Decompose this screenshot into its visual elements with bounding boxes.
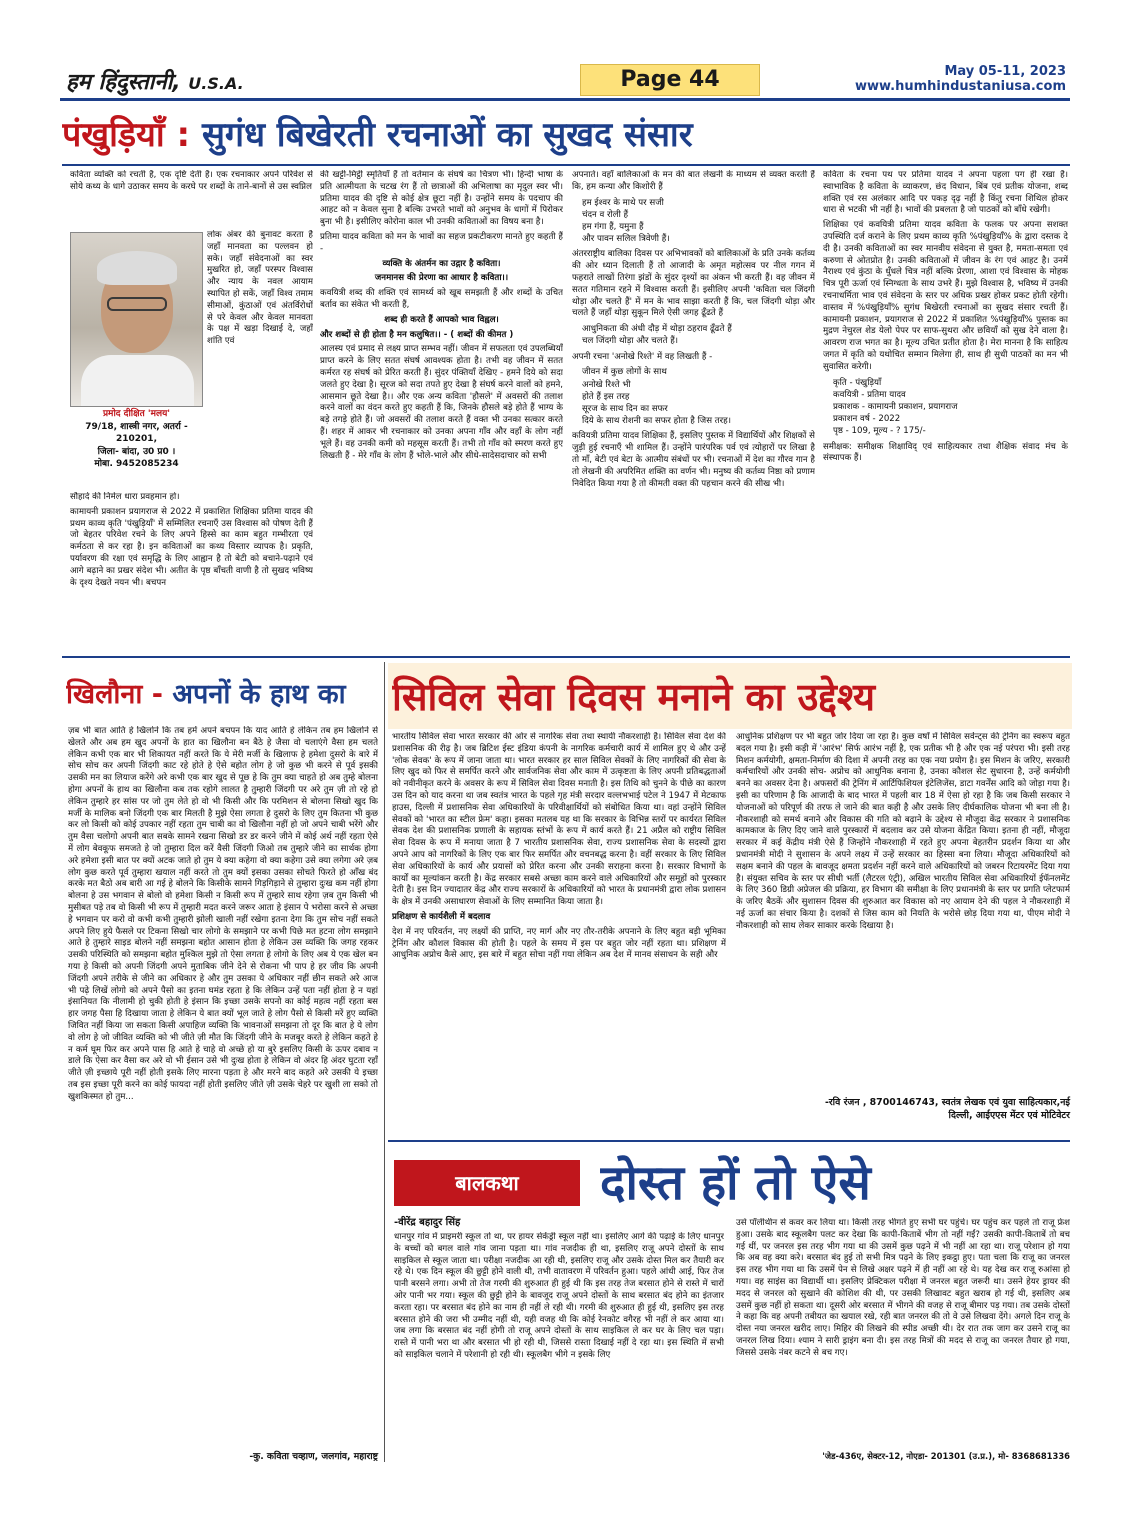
book-details [823, 377, 1068, 438]
poem-line: चंदन व रोली हैं [582, 209, 629, 220]
book-detail: पृष्ठ - 109, मूल्य - ? 175/- [833, 426, 926, 437]
article1-paragraph: कविता के रचना पथ पर प्रतिमा यादव ने अपना पहला पग ही रखा है। स्वाभाविक है कविता के व्याकरण, छंद विधान, बिंब एवं प्रतीक योजना, शब्द शक्ति एवं रस अलंकार आदि पर पकड़ दृढ़ नहीं है किंतु रचना शिथिल होकर धारा से भटकी भी नहीं है। भावों की प्रबलता है जो पाठकों को बाँधे रखेगी। [823, 170, 1068, 216]
article1-paragraph: अपनी रचना 'अनोखे रिश्ते' में वह लिखती हैं - [572, 351, 713, 362]
article1-paragraph: लोक अंबर की बुनावट करता है जहाँ मानवता का पल्लवन हो सके। जहाँ संवेदनाओं का स्वर मुखरित हो, जहाँ परस्पर विश्वास और न्याय के नवल आयाम स्थापित हो सकें, जहाँ विश्व तमाम सीमाओं, कुंठाओं एवं अंतर्विरोधों से परे केवल और केवल मानवता के पक्ष में खड़ा दिखाई दे, जहाँ शांति एवं [207, 230, 313, 347]
book-detail: कृति - पंखुड़ियाँ [833, 377, 882, 388]
article3-byline-line1: -रवि रंजन , 8700146743, स्वतंत्र लेखक एवं युवा साहित्यकार,नई [824, 1097, 1070, 1108]
article2-title-b: अपनों के हाथ का [172, 679, 346, 710]
article1-col3 [572, 170, 815, 652]
reviewer-note: समीक्षक: समीक्षक शिक्षाविद् एवं साहित्यकार तथा शैक्षिक संवाद मंच के संस्थापक हैं। [823, 441, 1068, 464]
article3-paragraph: देश में नए परिवर्तन, नए लक्ष्यों की प्राप्ति, नए मार्ग और नए तौर-तरीके अपनाने के लिए बहुत बड़ी भूमिका ट्रेनिंग और कौशल विकास की होती है। पहले के समय में इस पर बहुत जोर नहीं रहता था। प्रशिक्षण में आधुनिक अप्रोच कैसे आए, इस बारे में बहुत सोचा नहीं गया लेकिन अब देश में मानव संसाधन के सही और [392, 926, 726, 961]
poem-line: अनोखे रिश्ते भी [582, 379, 631, 390]
article1-col4 [823, 170, 1068, 652]
article2-title-a: खिलौना - [66, 679, 163, 710]
website-url: www.humhindustaniusa.com [854, 79, 1066, 94]
book-detail: कवयित्री - प्रतिमा यादव [833, 389, 906, 400]
book-detail: प्रकाशन वर्ष - 2022 [833, 414, 901, 425]
article1-quote: और शब्दों से ही होता है मन कलुषित।। - ( शब्दों की कीमत ) [320, 329, 514, 340]
masthead-meta [855, 64, 1066, 94]
story-category-tag: बालकथा [394, 1160, 580, 1206]
book-detail: प्रकाशक - कामायनी प्रकाशन, प्रयागराज [833, 401, 958, 412]
article1-paragraph: अंतरराष्ट्रीय बालिका दिवस पर अभिभावकों को बालिकाओं के प्रति उनके कर्तव्य की ओर ध्यान दिलाती हैं तो आजादी के अमृत महोत्सव पर नील गगन में फहराते लाखों तिरंगा झंडों के सुंदर दृश्यों का अंकन भी करती हैं। वह जीवन में सतत गतिमान रहने में विश्वास करती हैं। इसीलिए अपनी 'कविता चल जिंदगी थोड़ा और चलते हैं' में मन के भाव साझा करती हैं कि, चल जिंदगी थोड़ा और चलते हैं जहाँ थोड़ा सुकून मिले ऐसी जगह ढूँढते हैं [572, 249, 815, 319]
article1-poem [572, 323, 815, 347]
article4-col1 [394, 1232, 724, 1464]
article1-col2 [320, 170, 563, 652]
article3-paragraph: आधुनिक प्रशिक्षण पर भी बहुत जोर दिया जा रहा है। कुछ वर्षों में सिविल सर्वेन्ट्स की ट्रेनिंग का स्वरूप बहुत बदल गया है। इसी कड़ी में 'आरंभ' सिर्फ आरंभ नहीं है, एक प्रतीक भी है और एक नई परंपरा भी। इसी तरह मिशन कर्मयोगी, क्षमता-निर्माण की दिशा में अपनी तरह का एक नया प्रयोग है। इस मिशन के जरिए, सरकारी कर्मचारियों और उनकी सोच- अप्रोच को आधुनिक बनाना है, उनका कौशल सेट सुधारना है, उन्हें कर्मयोगी बनने का अवसर देना है। अफसरों की ट्रेनिंग में आर्टिफिशियल इंटेलिजेंस, डाटा गवर्नेंस आदि को जोड़ा गया है। इसी का परिणाम है कि आजादी के बाद भारत में पहली बार 18 में ऐसा हो रहा है कि जब किसी सरकार ने योजनाओं को परिपूर्ण की तरफ ले जाने की बात कही है और उसके लिए दीर्घकालिक योजना भी बना ली है। नौकरशाही को समर्थ बनाने और विकास की गति को बढ़ाने के उद्देश्य से मौजूदा केंद्र सरकार ने प्रशासनिक कामकाज के लिए दिए जाने वाले पुरस्कारों में बदलाव कर उसे योजना केंद्रित किया। इतना ही नहीं, मौजूदा सरकार में कई केंद्रीय मंत्री ऐसे हैं जिन्होंने नौकरशाही में रहते हुए अपना बेहतरीन प्रदर्शन किया था और प्रधानमंत्री मोदी ने सुशासन के अपने लक्ष्य में उन्हें सरकार का हिस्सा बना लिया। मौजूदा अधिकारियों को सक्षम बनाने की पहल के बावजूद क्षमता प्रदर्शन नहीं करने वाले अधिकारियों को जबरन रिटायरमेंट दिया गया है। संयुक्त सचिव के स्तर पर सीधी भर्ती (लैटरल एंट्री), अखिल भारतीय सिविल सेवा अधिकारियों ईफॅनलमेंट के लिए 360 डिग्री अप्रेजल की प्रक्रिया, हर विभाग की समीक्षा के लिए प्रधानमंत्री के स्तर पर प्रगति प्लेटफार्म के जरिए बैठकें और सुशासन दिवस की शुरुआत कर विकास को नए आयाम देने की पहल ने नौकरशाही में नई ऊर्जा का संचार किया है। दशकों से जिस काम को नियति के भरोसे छोड़ दिया गया था, पीएम मोदी ने नौकरशाही को साथ लेकर साकार करके दिखाया है। [736, 732, 1070, 931]
article1-col1-wrap [207, 230, 313, 492]
article2-body [68, 726, 378, 1448]
author-address-1: 79/18, शास्त्री नगर, अतर्रा - [85, 421, 188, 432]
article3-subhead: प्रशिक्षण से कार्यशैली में बदलाव [392, 911, 491, 922]
masthead-rule [60, 98, 1070, 101]
poem-line: और पावन सलिल त्रिवेणी हैं। [582, 234, 670, 245]
article4-headline: दोस्त हों तो ऐसे [600, 1155, 871, 1211]
article1-paragraph: शिक्षिका एवं कवयित्री प्रतिमा यादव कविता के फलक पर अपना सशक्त उपस्थिति दर्ज कराने के लिए प्रथम काव्य कृति %पंखुड़ियाँ% के द्वारा दस्तक दे दी है। उनकी कविताओं का स्वर मानवीय संवेदना से युक्त है, ममता-समता एवं करुणा से ओतप्रोत है। उनकी कविताओं में जीवन के रंग एवं आहट है। उनमें नैराश्य एवं कुंठा के धुँधले चित्र नहीं बल्कि प्रेरणा, आशा एवं विश्वास के मोहक चित्र पूरी ऊर्जा एवं स्निग्धता के साथ उभरे हैं। मुझे विश्वास है, भविष्य में उनकी रचनाधर्मिता भाव एवं संवेदना के स्तर पर अधिक प्रखर होकर प्रकट होती रहेगी। वास्तव में %पंखुड़ियाँ% सुगंध बिखेरती रचनाओं का सुखद संसार रचती हैं। कामायनी प्रकाशन, प्रयागराज से 2022 में प्रकाशित %पंखुड़ियाँ% पुस्तक का मुद्रण नेचुरल शेड येलो पेपर पर साफ-सुथरा और छवियाँ को सुख देने वाला है। आवरण राज भगत का है। मूल्य उचित प्रतीत होता है। मेरा मानना है कि साहित्य जगत में कृति को यथोचित सम्मान मिलेगा ही, साथ ही सुधी पाठकों का मन भी सुवासित करेगी। [823, 220, 1068, 372]
author-name: प्रमोद दीक्षित 'मलय' [102, 409, 171, 419]
article1-paragraph: कविता व्यक्ति को रचती है, एक दृष्टि देती है। एक रचनाकार अपने परिवेश से सोये कथ्य के धागे उठाकर समय के करघे पर शब्दों के ताने-बानों से उस स्वप्निल [70, 170, 313, 192]
author-phone: मोबा. 9452085234 [94, 459, 179, 469]
photo-hair [97, 251, 177, 285]
author-photo [70, 232, 203, 407]
article1-title-b: सुगंध बिखेरती रचनाओं का सुखद संसार [201, 115, 693, 155]
article4-address: 'जेड-436ए, सेक्टर-12, नोएडा- 201301 (उ.प्र.), मो- 8368681336 [822, 1451, 1070, 1461]
article1-top-rule [62, 164, 1070, 166]
photo-glasses [107, 297, 167, 311]
article1-paragraph: कवयित्री शब्द की शक्ति एवं सामर्थ्य को खूब समझती हैं और शब्दों के उचित बर्ताव का संकेत भी करती हैं, [320, 288, 563, 310]
article3-headline: सिविल सेवा दिवस मनाने का उद्देश्य [392, 675, 876, 719]
masthead-brand [66, 66, 244, 96]
article3-paragraph: भारतीय सिविल सेवा भारत सरकार की ओर से नागरिक सेवा तथा स्थायी नौकरशाही है। सिविल सेवा देश की प्रशासनिक की रीढ़ है। जब ब्रिटिश ईस्ट इंडिया कंपनी के नागरिक कर्मचारी कार्य में शामिल हुए थे और उन्हें 'लोक सेवक' के रूप में जाना जाता था। भारत सरकार हर साल सिविल सेवकों के लिए नागरिकों की सेवा के लिए खुद को फिर से समर्पित करने और सार्वजनिक सेवा और काम में उत्कृष्टता के लिए अपनी प्रतिबद्धताओं को नवीनीकृत करने के अवसर के रूप में सिविल सेवा दिवस मनाती है। इस तिथि को चुनने के पीछे का कारण उस दिन को याद करना था जब स्वतंत्र भारत के पहले गृह मंत्री सरदार वल्लभभाई पटेल ने 1947 में मेटकाफ हाउस, दिल्ली में प्रशासनिक सेवा अधिकारियों के परिवीक्षार्थियों को संबोधित किया था। वहां उन्होंने सिविल सेवकों को 'भारत का स्टील फ्रेम' कहा। इसका मतलब यह था कि सरकार के विभिन्न स्तरों पर कार्यरत सिविल सेवक देश की प्रशासनिक प्रणाली के सहायक स्तंभों के रूप में कार्य करते हैं। 21 अप्रैल को राष्ट्रीय सिविल सेवा दिवस के रूप में मनाया जाता है 7 भारतीय प्रशासनिक सेवा, राज्य प्रशासनिक सेवा के सदस्यों द्वारा अपने आप को नागरिकों के लिए एक बार फिर समर्पित और वचनबद्ध करना है। वहीं सरकार के लिए सिविल सेवा अधिकारियों के कार्य और प्रयासों को प्रेरित करना और उनकी सराहना करना है। सरकार विभागों के कार्यों का मूल्यांकन करती है। केंद्र सरकार सबसे अच्छा काम करने वाले अधिकारियों और समूहों को पुरस्कार देती है। इस दिन ज्यादातर केंद्र और राज्य सरकारों के अधिकारियों को भारत के प्रधानमंत्री द्वारा लोक प्रशासन के क्षेत्र में उनकी असाधारण सेवाओं के लिए सम्मानित किया जाता है। [392, 732, 726, 908]
article1-paragraph: प्रतिमा यादव कविता को मन के भावों का सहज प्रकटीकरण मानते हुए कहती हैं - [320, 231, 563, 254]
poem-line: चल जिंदगी थोड़ा और चलते हैं। [582, 336, 679, 347]
article4-col2 [736, 1218, 1070, 1448]
article1-quote: व्यक्ति के अंतर्मन का उद्गार है कविता। [382, 258, 501, 269]
article3-byline [736, 1096, 1070, 1122]
article2-byline: -कु. कविता चव्हाण, जलगांव, महाराष्ट्र [249, 1451, 378, 1462]
article1-paragraph: की खट्टी-मिट्ठी स्मृतियाँ हैं तो वर्तमान के संघर्ष का चित्रण भी। हिन्दी भाषा के प्रति आत्मीयता के चटख रंग हैं तो छात्राओं की अभिलाषा का मृदुल स्वर भी। प्रतिमा यादव की दृष्टि से कोई क्षेत्र छूटा नहीं है। उन्होंने समय के पदचाप की आहट को न केवल सुना है बल्कि उभरते भावों को अनुभव के धागों में पिरोकर बुना भी है। इसीलिए कोरोना काल भी उनकी कविताओं का विषय बना है। [320, 170, 563, 228]
article2-paragraph: ज़ब भी बात आति हे खिलोने कि तब हमें अपने बचपन कि याद आति हे लेकिन तब हम खिलोने से खेलते और अब हम खुद अपनों के हात का खिलौना बन बैठे हे जैसा वो चलाएंगे वैसा हम चलते लेकिन कभी एक बार भी शिकायत नहीं करते कि ये मेरी मर्जी के खिलाफ हे हमेशा दुसरो के बारे में सोच सोच कर अपनी जिंदगी काट रहे होते हे ऐसे बहोत लोग हे जो कुछ भी करने से पूर्व इसकी उसकी मन का लियाज करेंगे अरे कभी एक बार खुद से पूछ हे कि तुम क्या चाहते हो अब तुम्हे बोलना होगा अपनों के हाथ का खिलौना कब तक रहोगे लालत है तुम्हारी जिंदगी पर अरे तुम ज़ी तो रहे हो लेकिन तुम्हारे हर सांस पर जो तुम लेते हो वो भी किसी और कि परमिशन से बोलना सिखो खुद कि मर्जी के मालिक बनो जिंदगी एक बार मिलती है मुझे ऐसा लगता हे दुसरो के लिए तुम कितना भी कुछ कर लो किसी को कोई उपकार नहीं रहता तुम चाबी का वो खिलौना नहीं हो जो अपने चाबी भरेंगे और तुम वैसा चलोगो अपनी बात सबके सामने रखना सिखो डर डर करने जीने में कोई अर्थ नहीं रहता ऐसे में लोग बेवकूफ समजते हे जो तुम्हारा दिल करें वैसी जिंदगी जिओ तब तुम्हारे जीने का सार्थक होगा अरे हमेशा इसी बात पर क्यों अटक जाते हो तुम ये क्या कहेगा वो क्या कहेगा उसे क्या लगेगा अरे ज़ब लोग कुछ करते पूर्व तुम्हारा खयाल नहीं करते तो तुम क्यों इसका उसका सोचते फिरते हो आँख बंद करके मत बैठो अब बारी आ गई हे बोलने कि किसीके सामने गिड़गिड़ाने से तुम्हारा दुःख कम नहीं होगा बोलना हे उस भगवान से बोलो वो हमेशा किसी न किसी रूप में तुम्हारे साथ रहेगा ज़ब तुम किसी भी मुसीबत पड़े तब वो किसी भी रूप में तुम्हारी मदत करने जरूर आता हे इंसान पे भरोसा करने से अच्छा हे भगवान पर करो वो कभी कभी तुम्हारी झोली खाली नहीं रखेगा इतना देगा कि तुम सोच नहीं सकते अपने लिए हुये फैसले पर टिकना सिखो चार लोगो के समझाने पर कभी पिछे मत हटना लोग समझाने आते हे तुम्हारे साइड बोलने नहीं समझना बहोत आसान होता हे लेकिन उस व्यक्ति कि जगह रहकर उसकी परिस्थिति को समझना बहोत मुश्किल मुझे तो ऐसा लगता हे लोगो के लिए अब ये एक खेल बन गया हे किसी को अपनी जिंदगी अपने मुताबिक जीने देने से रोकना भी पाप हे हर जीव कि अपनी जिंदगी अपने तरीके से जीने का अधिकार हे और तुम उसका ये अधिकार नहीं छीन सकते अरे आज भी पढ़े लिखें लोगो को अपने पैसो का इतना घमंड रहता हे कि लेकिन उन्हें पता नहीं होता हे न यहां इंसानियत कि नीलामी हो चुकी होती हे इंसान कि इच्छा उसके सपनो का कोई महत्व नहीं रहता बस हार जगह पैसा हि दिखाया जाता हे लेकिन ये बात क्यों भूल जाते हे लोग पैसो से किसी मरें हुए व्यक्ति जिवित नहीं किया जा सकता किसी अपाहिज व्यक्ति कि भावनाओं समझना तो दूर कि बात हे ये लोग वो लोग हे जो जीवित व्यक्ति को भी जीते ज़ी मौत कि जिंदगी जीने के मजबूर करते हे लेकिन कहते हे न कर्म घूम फिर कर अपने पास हि आते हे चाहे वो अच्छे हो या बुरे इसलिए किसी के ऊपर दबाव न डाले कि ऐसा कर वैसा कर अरे वो भी ईसान उसे भी दुःख होता हे लेकिन वो अंदर हि अंदर घुटता रहाँ जीते ज़ी इच्छाये पूरी नहीं होती इसके लिए मारना पड़ता हे और मरने बाद कहते अरे उसकी ये इच्छा तब इस इच्छा पूरी करने का कोई फायदा नहीं होती इसलिए जीते ज़ी उसके चेहरे पर खुशी ला सको तो खुशकिस्मत हो तुम... [68, 726, 378, 1102]
article1-title-a: पंखुड़ियाँ : [62, 115, 191, 155]
column-divider [384, 662, 385, 1462]
article1-paragraph: सौहार्द की निर्मल धारा प्रवहमान हो। [70, 492, 180, 502]
article1-quote: शब्द ही करते हैं आपको भाव विह्वल। [384, 314, 499, 325]
author-caption [70, 408, 203, 476]
brand-suffix: U.S.A. [188, 74, 244, 93]
brand-name: हम हिंदुस्तानी, [66, 70, 181, 95]
photo-shirt [81, 355, 194, 407]
masthead [60, 64, 1070, 98]
article1-paragraph: कामायनी प्रकाशन प्रयागराज से 2022 में प्रकाशित शिक्षिका प्रतिमा यादव की प्रथम काव्य कृति 'पंखुड़ियाँ' में सम्मिलित रचनाएँ उस विश्वास को पोषण देती हैं जो बेहतर परिवेश रचने के लिए अपने हिस्से का काम बहुत गम्भीरता एवं कर्मठता से कर रहा है। इन कविताओं का कथ्य विस्तार व्यापक है। प्रकृति, पर्यावरण की रक्षा एवं समृद्धि के लिए आह्वान है तो बेटी को बचाने-पढ़ाने एवं आगे बढ़ाने का प्रखर संदेश भी। अतीत के पृष्ठ बाँचती वाणी है तो सुखद भविष्य के दृश्य देखते नयन भी। बचपन [70, 506, 313, 588]
article3-col1 [392, 732, 726, 1130]
page-number: Page 44 [580, 64, 760, 96]
article3-bottom-rule [388, 1140, 1070, 1142]
article1-paragraph: आलस्य एवं प्रमाद से लक्ष्य प्राप्त सम्भव नहीं। जीवन में सफलता एवं उपलब्धियाँ प्राप्त करने के लिए सतत संघर्ष आवश्यक होता है। तभी वह जीवन में सतत कर्मरत रह संघर्ष को प्रेरित करती हैं। सुंदर पंक्तियाँ देखिए - हमने दिये को सदा जलते हुए देखा है। सूरज को सदा तपते हुए देखा है संघर्ष करने वालों को हमने, आसमान छूते देखा है।। और एक अन्य कविता 'हौसले' में अवसरों की तलाश करने वालों का वंदन करते हुए कहती हैं कि, जिनके हौसले बड़े होते हैं भाग्य के बड़े तगड़े होते हैं। जो अवसरों की तलाश करते हैं वक्त भी उनका सत्कार करते हैं। शहर में आकर भी रचनाकार को उनका अपना गाँव और वहाँ के लोग नहीं भूले हैं। वह उनकी कमी को महसूस करती हैं। तभी तो गाँव को स्मरण करते हुए लिखती हैं - मेरे गाँव के लोग हैं भोले-भाले और सीधे-सादेसदाचार को सभी [320, 344, 563, 461]
poem-line: हम ईश्वर के माथे पर सजी [582, 197, 664, 208]
article1-col1-intro [70, 170, 313, 226]
poem-line: होते हैं इस तरह [582, 391, 630, 402]
author-address-2: 210201, [116, 434, 157, 444]
article1-paragraph: अपनाते। वहाँ बालिकाओं के मन की बात लेखनी के माध्यम से व्यक्त करती हैं कि, हम कन्या और किशोरी हैं [572, 170, 815, 192]
article3-byline-line2: दिल्ली, आईएएस मेंटर एवं मोटिवेटर [948, 1110, 1070, 1121]
article4-author: -वीरेंद्र बहादुर सिंह [394, 1217, 461, 1228]
article1-headline [62, 108, 1070, 162]
article1-quote: जनमानस की प्रेरणा का आधार है कविता।। [374, 273, 509, 284]
article1-bottom-rule [62, 656, 1070, 658]
article3-col2 [736, 732, 1070, 1094]
author-address-3: जिला- बांदा, उ0 प्र0 । [97, 446, 176, 457]
article1-col1-rest [70, 492, 313, 650]
poem-line: सूरज के साथ दिन का सफर [582, 404, 668, 414]
poem-line: हम गंगा हैं, यमुना हैं [582, 222, 644, 232]
poem-line: जीवन में कुछ लोगों के साथ [582, 367, 667, 378]
article1-poem [572, 197, 815, 246]
article2-headline [66, 672, 386, 718]
article4-paragraph: उसे पॉलीथीन से कवर कर लिया था। किसी तरह भीगते हुए सभी घर पहुंचे। घर पहुंच कर पहले तो राजू फ्रेश हुआ। उसके बाद स्कूलबैग पलट कर देखा कि कापी-किताबें भीग तो नहीं गईं? उसकी कापी-किताबें तो बच गई थीं, पर जनरल इस तरह भीग गया था की उसमें कुछ पढ़ने में भी नहीं आ रहा था। राजू परेशान हो गया कि अब वह क्या करे। बरसात बंद हुई तो सभी मित्र पढ़ने के लिए इकट्ठा हुए। पता चला कि राजू का जनरल इस तरह भीग गया था कि उसमें पेन से लिखे अक्षर पढ़ने में ही नहीं आ रहे थे। यह देख कर राजू रुआंसा हो गया। वह साइंस का विद्यार्थी था। इसलिए प्रेक्टिकल परीक्षा में जनरल बहुत जरूरी था। उसने हेयर ड्रायर की मदद से जनरल को सुखाने की कोशिश की थी, पर उसकी लिखावट बहुत खराब हो गई थी, इसलिए अब उसमें कुछ नहीं हो सकता था। दूसरी ओर बरसात में भीगने की वजह से राजू बीमार पड़ गया। तब उसके दोस्तों ने कहा कि वह अपनी तबीयत का खयाल रखे, रही बात जनरल की तो वे उसे लिखवा देंगे। अगले दिन राजू के दोस्त नया जनरल खरीद लाए। मिहिर की लिखने की स्पीड अच्छी थी। देर रात तक जाग कर उसने राजू का जनरल लिख दिया। श्याम ने सारी ड्राइंग बना दी। इस तरह मित्रों की मदद से राजू का जनरल तैयार हो गया, जिससे उसके नंबर कटने से बच गए। [736, 1218, 1070, 1358]
article4-paragraph: धानपुर गांव में प्राइमरी स्कूल तो था, पर हायर सेकेंड्री स्कूल नहीं था। इसलिए आगे की पढ़ाई के लिए धानपुर के बच्चों को बगल वाले गांव जाना पड़ता था। गांव नजदीक ही था, इसलिए राजू अपने दोस्तों के साथ साइकिल से स्कूल जाता था। परीक्षा नजदीक आ रही थी, इसलिए राजू और उसके दोस्त मिल कर तैयारी कर रहे थे। एक दिन स्कूल की छुट्टी होने वाली थी, तभी वातावरण में परिवर्तन हुआ। पहले आंधी आई, फिर तेज पानी बरसने लगा। अभी तो तेज गरमी की शुरुआत ही हुई थी कि इस तरह तेज बरसात होने से रास्ते में चारों ओर पानी भर गया। स्कूल की छुट्टी होने के बावजूद राजू अपने दोस्तों के साथ बरसात बंद होने का इंतजार करता रहा। पर बरसात बंद होने का नाम ही नहीं ले रही थी। गरमी की शुरुआत ही हुई थी, इसलिए इस तरह बरसात होने की जरा भी उम्मीद नहीं थी, यही वजह थी कि कोई रेनकोट वगैरह भी नहीं ले कर आया था। जब लगा कि बरसात बंद नहीं होगी तो राजू अपने दोस्तों के साथ साइकिल ले कर घर के लिए चल पड़ा। रास्ते में पानी भरा था और बरसात भी हो रही थी, जिससे रास्ता दिखाई नहीं दे रहा था। इस स्थिति में सभी को साइकिल चलाने में परेशानी हो रही थी। स्कूलबैग भीगे न इसके लिए [394, 1232, 724, 1360]
issue-date: May 05-11, 2023 [944, 64, 1066, 79]
article1-paragraph: कवियत्री प्रतिमा यादव शिक्षिका हैं, इसलिए पुस्तक में विद्यार्थियों और शिक्षकों से जुड़ी हुई रचनाएँ भी शामिल हैं। उन्होंने पारंपरिक पर्व एवं त्योहारों पर लिखा है तो माँ, बेटी एवं बेटा के आत्मीय संबंधों पर भी। रचनाओं में देश का गौरव गान है तो लेखनी की अपरिमित शक्ति का वर्णन भी। मनुष्य की कर्तव्य निष्ठा को प्रणाम निवेदित किया गया है तो कीमती वक्त की पहचान करने की सीख भी। [572, 431, 815, 489]
poem-line: आधुनिकता की अंधी दौड़ में थोड़ा ठहराव ढूँढते हैं [582, 324, 732, 335]
article1-poem [572, 366, 815, 427]
poem-line: दिये के साथ रोशनी का सफर होता है जिस तरह। [582, 416, 731, 427]
